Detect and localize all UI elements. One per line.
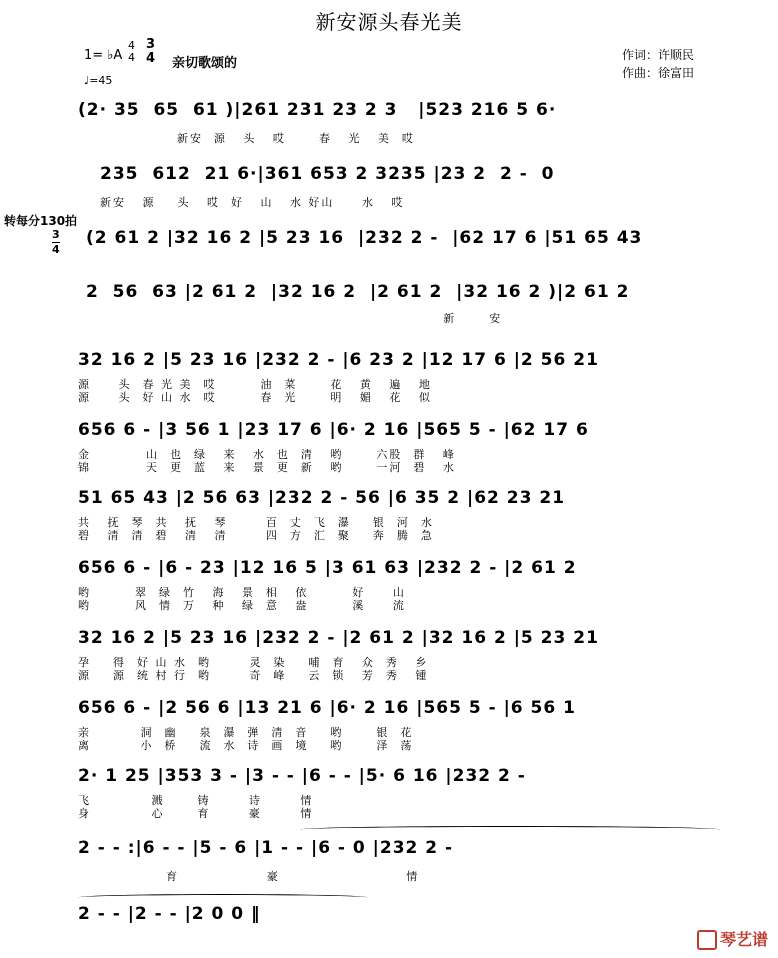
time-signature-2: 3 4 [146,37,156,66]
music-system-9 [0,628,778,684]
lyrics-line-2: 源 头 好 山 水 哎 春 光 明 媚 花 似 [78,391,432,404]
lyrics-line-1: 哟 翠 绿 竹 海 景 相 依 好 山 [78,586,406,599]
expression-mark: 亲切歌颂的 [172,56,238,71]
lyrics-line-1: 源 头 春 光 美 哎 油 菜 花 黄 遍 地 [78,378,432,391]
key-signature: 1= ♭A [84,48,123,63]
piano-logo-icon [697,930,717,950]
music-system-13 [0,904,778,934]
notation-line: 51 65 43 |2 56 63 |232 2 - 56 |6 35 2 |62 23 21 [78,488,566,508]
notation-line: 656 6 - |3 56 1 |23 17 6 |6· 2 16 |565 5 - |62 17 6 [78,420,589,440]
music-system-5 [0,350,778,406]
music-system-7 [0,488,778,544]
tempo-change: 转每分130拍 [4,214,78,228]
music-system-8 [0,558,778,614]
notation-line: 656 6 - |2 56 6 |13 21 6 |6· 2 16 |565 5 - |6 56 1 [78,698,576,718]
watermark-logo: 琴艺谱 [697,927,768,951]
notation-line: 2 - - :|6 - - |5 - 6 |1 - - |6 - 0 |232 2 - [78,838,454,858]
notation-line: 2· 1 25 |353 3 - |3 - - |6 - - |5· 6 16 |232 2 - [78,766,526,786]
lyrics-line-1: 新安 源 头 哎 春 光 美 哎 [78,132,415,145]
composer-credit: 作曲：徐富田 [622,66,695,80]
lyrics-line-2: 离 小 桥 流 水 诗 画 境 哟 泽 荡 [78,739,414,752]
lyrics-line-1: 金 山 也 绿 来 水 也 清 哟 六股 群 峰 [78,448,456,461]
notation-line: 2 - - |2 - - |2 0 0 ‖ [78,904,261,924]
song-title: 新安源头春光美 [315,10,463,34]
tempo-mark: ♩=45 [84,74,113,87]
tie-arc [300,826,720,833]
lyrics-line-1: 共 抚 琴 共 抚 琴 百 丈 飞 瀑 银 河 水 [78,516,434,529]
lyrics-line-1: 新安 源 头 哎 好 山 水 好山 水 哎 [100,196,405,209]
lyrics-line-2: 源 源 统 村 行 哟 奇 峰 云 锁 芳 秀 锺 [78,669,429,682]
notation-line: 656 6 - |6 - 23 |12 16 5 |3 61 63 |232 2 - |2 61 2 [78,558,577,578]
notation-line: (2· 35 65 61 )|261 231 23 2 3 |523 216 5 6· [78,100,557,120]
notation-line: (2 61 2 |32 16 2 |5 23 16 |232 2 - |62 17 6 |51 65 43 [86,228,643,248]
notation-line: 2 56 63 |2 61 2 |32 16 2 |2 61 2 |32 16 2 )|2 61 2 [86,282,630,302]
notation-line: 32 16 2 |5 23 16 |232 2 - |2 61 2 |32 16 2 |5 23 21 [78,628,599,648]
notation-line: 32 16 2 |5 23 16 |232 2 - |6 23 2 |12 17 6 |2 56 21 [78,350,599,370]
music-system-1 [0,100,778,150]
music-system-10 [0,698,778,754]
lyrics-line-1: 飞 溅 铸 诗 情 [78,794,314,807]
lyrics-line-2: 身 心 育 豪 情 [78,807,314,820]
lyrics-line-1: 孕 得 好 山 水 哟 灵 染 哺 育 众 秀 乡 [78,656,429,669]
time-signature-1: 4 4 [128,39,135,64]
lyrics-line-1: 育 豪 情 [78,870,420,883]
lyrics-line-1: 亲 洞 幽 泉 瀑 弹 清 音 哟 银 花 [78,726,414,739]
tie-arc [78,894,368,901]
lyrics-line-2: 锦 天 更 蓝 来 景 更 新 哟 一河 碧 水 [78,461,456,474]
lyricist-credit: 作词：许顺民 [622,48,695,62]
music-system-4 [0,282,778,338]
lyrics-line-2: 哟 风 情 万 种 绿 意 盎 溪 流 [78,599,406,612]
music-system-11 [0,766,778,822]
music-system-2 [0,164,778,214]
music-system-3 [0,228,778,268]
notation-line: 235 612 21 6·|361 653 2 3235 |23 2 2 - 0 [100,164,555,184]
music-system-12 [0,838,778,888]
lyrics-line-1: 新 安 [86,312,503,325]
lyrics-line-2: 碧 清 清 碧 清 清 四 方 汇 聚 奔 腾 急 [78,529,434,542]
music-system-6 [0,420,778,476]
time-signature-3: 3 4 [52,228,60,256]
